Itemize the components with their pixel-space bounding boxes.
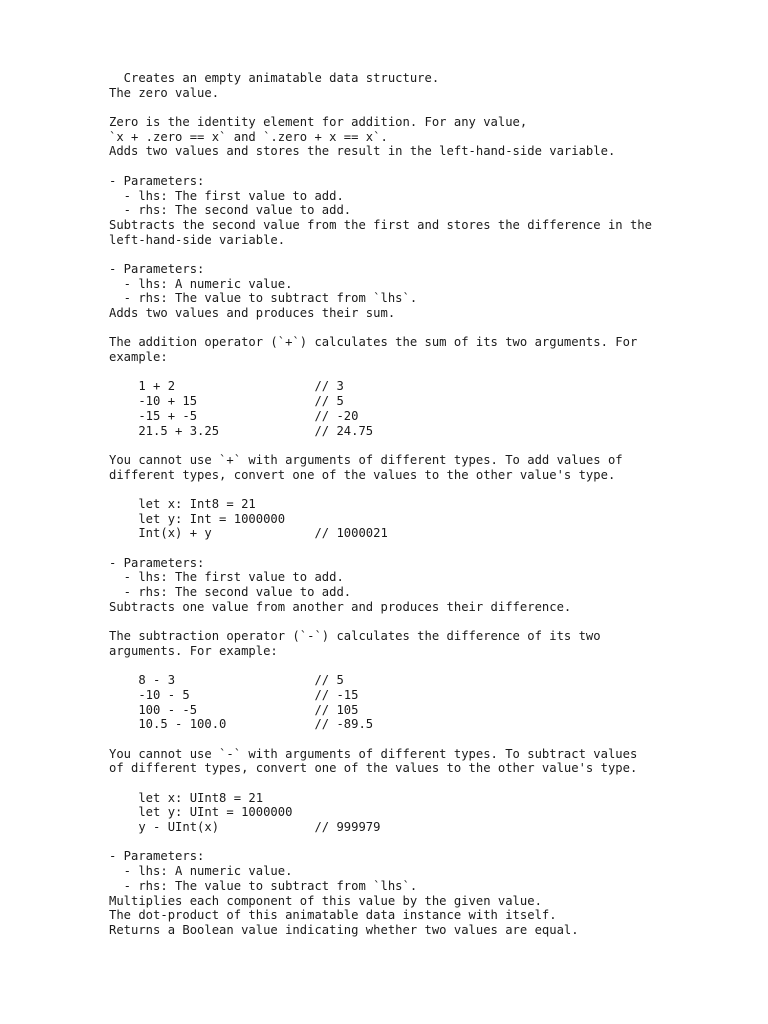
text-line: The subtraction operator (`-`) calculates the difference of its two [109, 629, 601, 644]
text-line: 21.5 + 3.25 // 24.75 [109, 423, 374, 438]
text-line: - Parameters: [109, 849, 205, 864]
text-line: - rhs: The value to subtract from `lhs`. [109, 291, 418, 306]
text-line: Creates an empty animatable data structure. [109, 71, 440, 85]
text-line: - lhs: A numeric value. [109, 864, 293, 879]
text-line: 8 - 3 // 5 [109, 673, 344, 688]
text-line: -10 + 15 // 5 [109, 394, 344, 409]
text-line [109, 614, 749, 629]
text-line: different types, convert one of the values to the other value's type. [109, 467, 616, 482]
text-line: let y: Int = 1000000 [109, 511, 286, 526]
text-line: -15 + -5 // -20 [109, 408, 359, 423]
text-line: - rhs: The value to subtract from `lhs`. [109, 878, 418, 893]
text-line [109, 732, 749, 747]
text-line: y - UInt(x) // 999979 [109, 820, 381, 835]
text-line: let x: Int8 = 21 [109, 496, 256, 511]
text-line [109, 776, 749, 791]
text-line [109, 321, 749, 336]
text-line: let y: UInt = 1000000 [109, 805, 293, 820]
text-line [109, 482, 749, 497]
text-line: - lhs: The first value to add. [109, 570, 344, 585]
text-line: - rhs: The second value to add. [109, 585, 352, 600]
text-line: - rhs: The second value to add. [109, 203, 352, 218]
text-line: Zero is the identity element for addition. For any value, [109, 115, 528, 130]
text-line: The dot-product of this animatable data instance with itself. [109, 908, 557, 923]
text-line: Subtracts one value from another and produces their difference. [109, 599, 572, 614]
text-line: 10.5 - 100.0 // -89.5 [109, 717, 374, 732]
text-line: - lhs: A numeric value. [109, 276, 293, 291]
text-line [109, 365, 749, 380]
text-line: The zero value. [109, 85, 220, 100]
text-line: Returns a Boolean value indicating whether two values are equal. [109, 922, 579, 937]
text-line: left-hand-side variable. [109, 232, 286, 247]
text-line: `x + .zero == x` and `.zero + x == x`. [109, 129, 388, 144]
text-line: example: [109, 350, 168, 365]
text-line: 1 + 2 // 3 [109, 379, 344, 394]
text-line: - Parameters: [109, 555, 205, 570]
text-line: of different types, convert one of the values to the other value's type. [109, 761, 638, 776]
text-line: 100 - -5 // 105 [109, 702, 359, 717]
text-line: You cannot use `+` with arguments of different types. To add values of [109, 452, 623, 467]
text-line: - lhs: The first value to add. [109, 188, 344, 203]
text-line [109, 247, 749, 262]
text-line [109, 541, 749, 556]
text-line [109, 159, 749, 174]
text-line: You cannot use `-` with arguments of different types. To subtract values [109, 746, 638, 761]
text-line: Multiplies each component of this value by the given value. [109, 893, 542, 908]
text-line [109, 835, 749, 850]
text-line: - Parameters: [109, 173, 205, 188]
text-line [109, 659, 749, 674]
text-line: - Parameters: [109, 261, 205, 276]
text-line: The addition operator (`+`) calculates the sum of its two arguments. For [109, 335, 638, 350]
text-line: Adds two values and stores the result in the left-hand-side variable. [109, 144, 616, 159]
document-body [109, 71, 749, 938]
text-line: Subtracts the second value from the first and stores the difference in the [109, 217, 652, 232]
text-line: Adds two values and produces their sum. [109, 306, 396, 320]
text-line [109, 438, 749, 453]
text-line: Int(x) + y // 1000021 [109, 526, 388, 541]
text-line: -10 - 5 // -15 [109, 687, 359, 702]
text-line: let x: UInt8 = 21 [109, 790, 264, 805]
text-line: arguments. For example: [109, 643, 278, 658]
text-line [109, 100, 749, 115]
